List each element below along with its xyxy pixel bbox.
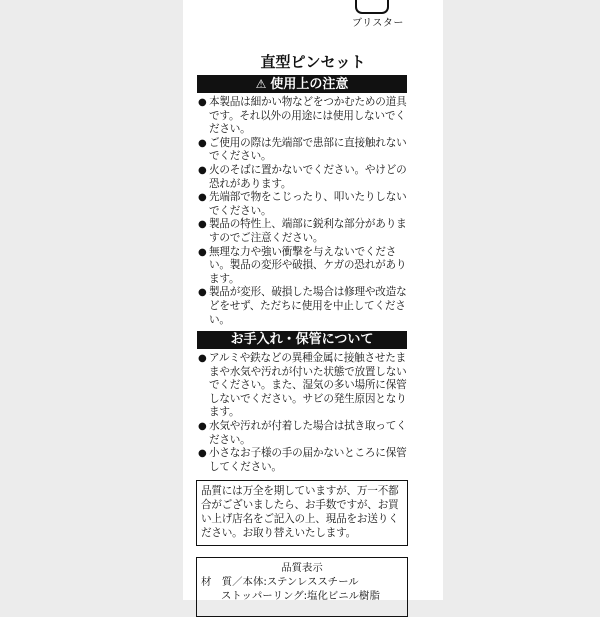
list-item: ● アルミや鉄などの異種金属に接触させたままや水気や汚れが付いた状態で放置しないでください。また、湿気の多い場所に保管しないでください。サビの発生原因となります。 <box>198 352 407 419</box>
material-value: ／本体:ステンレススチール <box>232 576 359 588</box>
bullet-icon: ● <box>198 287 207 299</box>
list-item: ● 水気や汚れが付着した場合は拭き取ってください。 <box>198 419 407 446</box>
list-item: ● 火のそばに置かないでください。やけどの恐れがあります。 <box>198 163 407 190</box>
caution-heading: 使用上の注意 <box>270 77 349 92</box>
background-right <box>443 0 600 600</box>
bullet-icon: ● <box>198 192 207 204</box>
product-title: 直型ピンセット <box>260 53 366 71</box>
caution-heading-bar <box>197 75 407 93</box>
quality-notice-text: 品質には万全を期していますが、万一不都合がございましたら、お手数ですが、お買い上げ店名をご記入の上、現品をお送りください。お取り替えいたします。 <box>201 485 399 539</box>
list-item: ● 製品の特性上、端部に鋭利な部分がありますのでご注意ください。 <box>198 218 407 244</box>
spec-box <box>196 557 408 617</box>
background-left <box>0 0 183 600</box>
bullet-icon: ● <box>198 164 207 176</box>
bullet-icon: ● <box>198 219 207 231</box>
list-item: ● 製品が変形、破損した場合は修理や改造などをせず、ただちに使用を中止してください。 <box>198 286 407 326</box>
list-item: ● 無理な力や強い衝撃を与えないでください。製品の変形や破損、ケガの恐れがあります。 <box>198 245 407 285</box>
spec-heading: 品質表示 <box>281 562 323 574</box>
bullet-icon: ● <box>198 246 207 258</box>
care-list <box>198 352 412 474</box>
care-heading-bar <box>197 331 407 349</box>
list-item: ● ご使用の際は先端部で患部に直接触れないでください。 <box>198 136 407 163</box>
material-label: 材 質 <box>201 576 233 588</box>
warning-icon: ⚠ <box>255 77 267 91</box>
blister-label: ブリスター <box>352 18 404 29</box>
material-value-2: ストッパーリング:塩化ビニル樹脂 <box>221 590 380 602</box>
bullet-icon: ● <box>198 420 207 432</box>
caution-list <box>198 96 412 327</box>
care-heading: お手入れ・保管について <box>230 332 374 347</box>
list-item: ● 本製品は細かい物などをつかむための道具です。それ以外の用途には使用しないでください。 <box>198 96 407 136</box>
bullet-icon: ● <box>198 137 207 149</box>
spec-material-row <box>201 575 403 589</box>
list-item: ● 小さなお子様の手の届かないところに保管してください。 <box>198 447 407 473</box>
quality-notice-box <box>196 480 408 546</box>
bullet-icon: ● <box>198 97 207 108</box>
spec-material-row-2 <box>201 589 403 603</box>
bullet-icon: ● <box>198 448 207 460</box>
list-item: ● 先端部で物をこじったり、叩いたりしないでください。 <box>198 191 407 217</box>
blister-icon <box>355 0 389 14</box>
bullet-icon: ● <box>198 353 207 364</box>
